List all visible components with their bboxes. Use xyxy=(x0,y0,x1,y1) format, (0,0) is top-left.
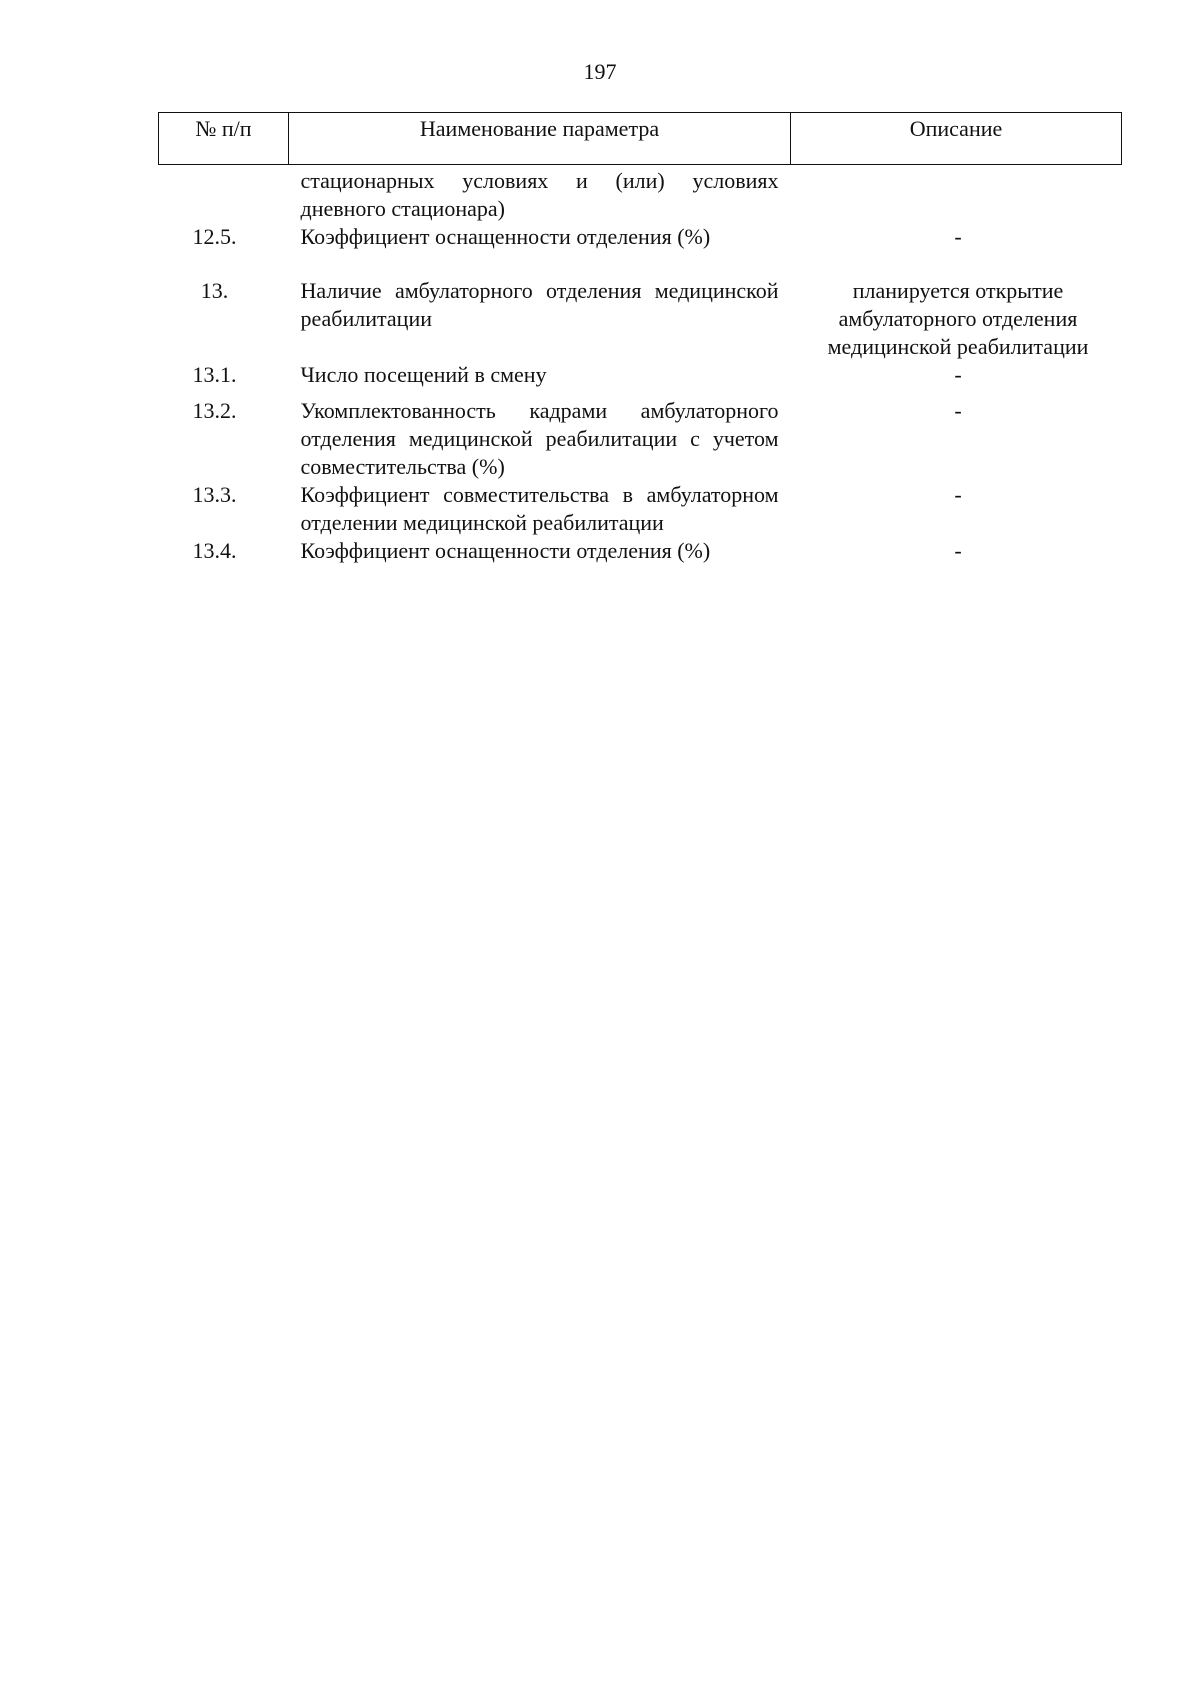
table-header-row xyxy=(159,113,1122,165)
row-description: - xyxy=(954,362,962,387)
row-number: 13.3. xyxy=(192,482,237,507)
table-row xyxy=(159,361,1122,389)
row-description: - xyxy=(954,224,962,249)
row-name: Коэффициент совместительства в амбулаторном отделении медицинской реабилитации xyxy=(300,482,779,535)
table-row xyxy=(159,481,1122,537)
row-description xyxy=(791,165,1122,224)
row-number xyxy=(159,165,289,224)
table-row xyxy=(159,389,1122,481)
header-description: Описание xyxy=(791,113,1122,165)
page-number: 197 xyxy=(583,59,617,84)
row-number: 13. xyxy=(200,278,229,303)
row-name: Число посещений в смену xyxy=(300,362,547,387)
table-row xyxy=(159,537,1122,565)
table-row xyxy=(159,251,1122,361)
table-row xyxy=(159,223,1122,251)
row-description: - xyxy=(954,398,962,423)
row-number: 13.2. xyxy=(192,398,237,423)
row-name: Укомплектованность кадрами амбулаторного отделения медицинской реабилитации с учетом совместительства (%) xyxy=(300,398,779,479)
header-number: № п/п xyxy=(159,113,289,165)
row-name: Коэффициент оснащенности отделения (%) xyxy=(300,224,711,249)
header-name: Наименование параметра xyxy=(289,113,791,165)
row-description: - xyxy=(954,482,962,507)
row-description: планируется открытие амбулаторного отделения медицинской реабилитации xyxy=(827,278,1089,359)
row-name: стационарных условиях и (или) условиях дневного стационара) xyxy=(300,168,779,221)
row-name: Наличие амбулаторного отделения медицинской реабилитации xyxy=(300,278,779,331)
row-description: - xyxy=(954,538,962,563)
row-number: 13.1. xyxy=(192,362,237,387)
table-row xyxy=(159,165,1122,224)
row-number: 12.5. xyxy=(192,224,237,249)
parameters-table xyxy=(158,112,1122,565)
row-number: 13.4. xyxy=(192,538,237,563)
row-name: Коэффициент оснащенности отделения (%) xyxy=(300,538,711,563)
